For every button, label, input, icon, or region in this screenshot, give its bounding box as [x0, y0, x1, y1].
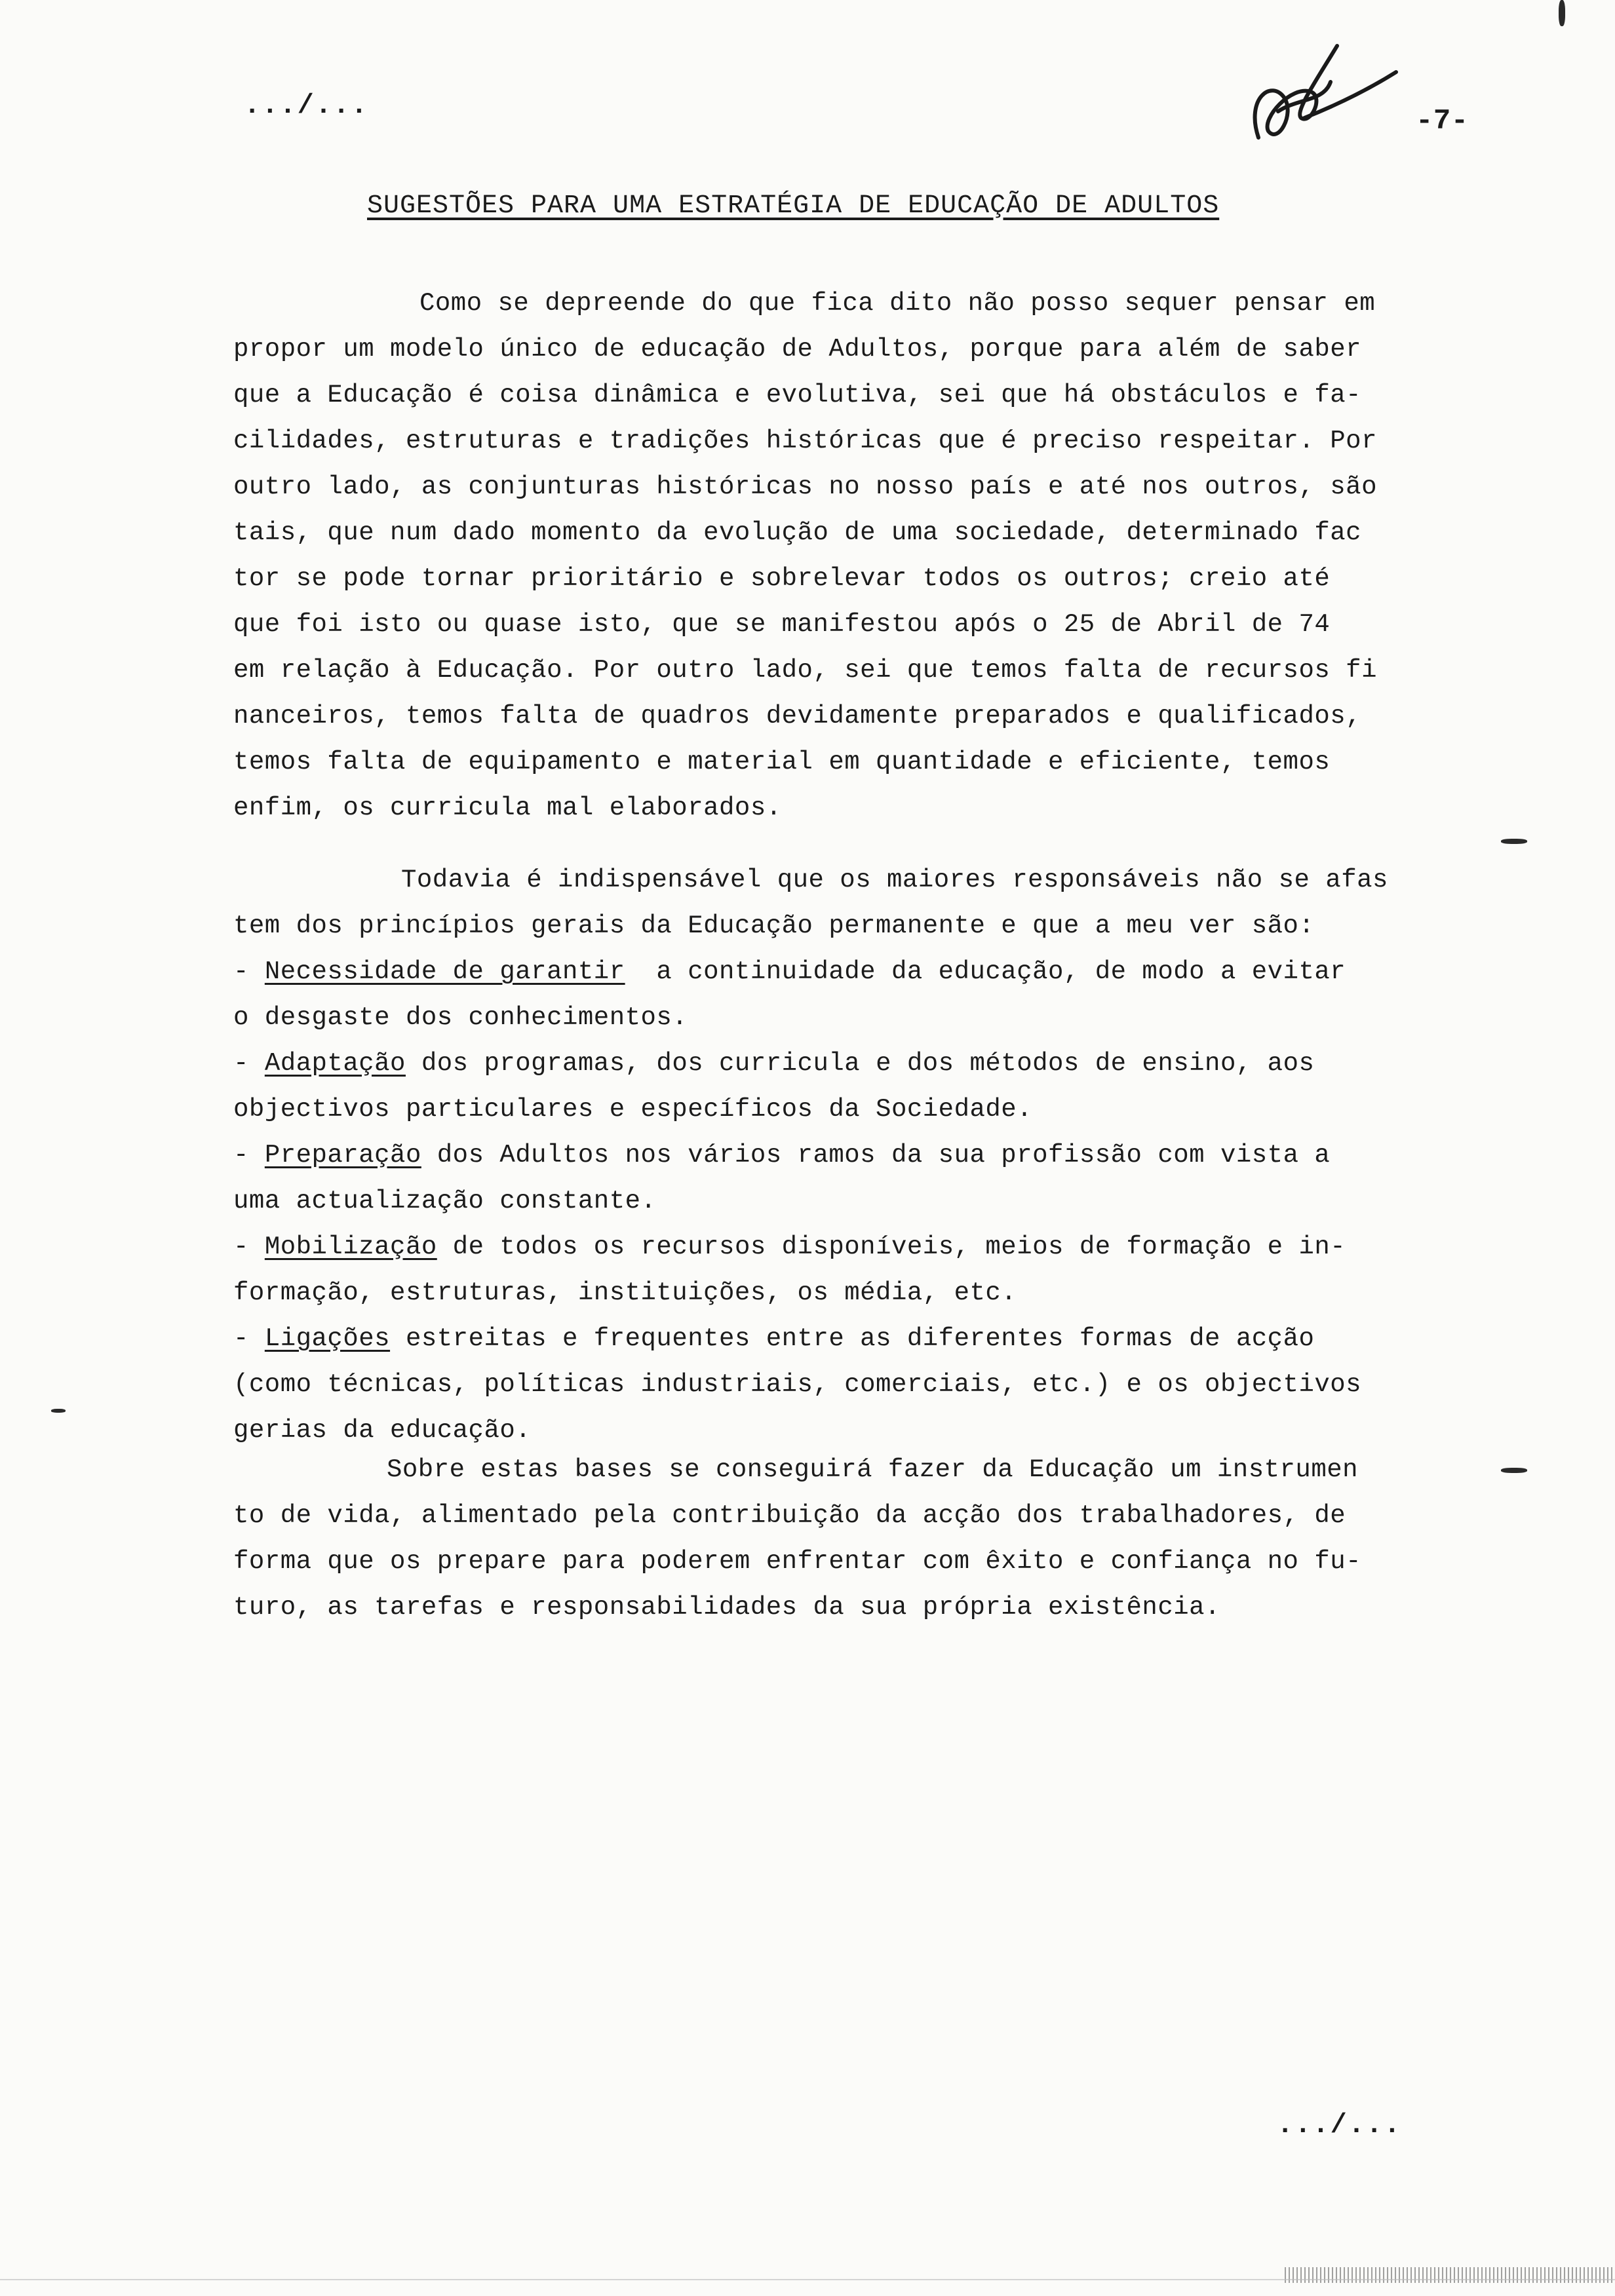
text-line: enfim, os curricula mal elaborados. — [233, 794, 782, 822]
text-line: nanceiros, temos falta de quadros devidamente preparados e qualificados, — [233, 702, 1362, 731]
text-line: outro lado, as conjunturas históricas no nosso país e até nos outros, são — [233, 472, 1377, 501]
list-item-continuation: objectivos particulares e específicos da Sociedade. — [233, 1095, 1033, 1124]
text-line: to de vida, alimentado pela contribuição da acção dos trabalhadores, de — [233, 1501, 1346, 1530]
text-line: turo, as tarefas e responsabilidades da sua própria existência. — [233, 1593, 1220, 1622]
text-line: Sobre estas bases se conseguirá fazer da Educação um instrumen — [387, 1455, 1359, 1484]
principle-term: Mobilização — [264, 1233, 437, 1261]
text-line: que a Educação é coisa dinâmica e evolutiva, sei que há obstáculos e fa- — [233, 381, 1362, 410]
scan-speck — [1501, 839, 1527, 844]
list-item-continuation: formação, estruturas, instituições, os média, etc. — [233, 1278, 1017, 1307]
principle-term: Adaptação — [264, 1049, 406, 1078]
text-line: cilidades, estruturas e tradições históricas que é preciso respeitar. Por — [233, 427, 1377, 455]
text-line: tais, que num dado momento da evolução de uma sociedade, determinado fac — [233, 518, 1362, 547]
list-item: - Necessidade de garantir a continuidade da educação, de modo a evitar — [233, 957, 1346, 986]
list-item: - Mobilização de todos os recursos disponíveis, meios de formação e in- — [233, 1233, 1346, 1261]
scan-speck — [1559, 0, 1565, 26]
principle-term: Preparação — [264, 1141, 421, 1170]
text-line: temos falta de equipamento e material em quantidade e eficiente, temos — [233, 748, 1331, 776]
list-item-continuation: o desgaste dos conhecimentos. — [233, 1003, 688, 1032]
text-line: Como se depreende do que fica dito não posso sequer pensar em — [419, 289, 1376, 318]
footer-continuation-mark: .../... — [1277, 2109, 1402, 2141]
list-item: - Preparação dos Adultos nos vários ramos da sua profissão com vista a — [233, 1141, 1331, 1170]
text-line: propor um modelo único de educação de Adultos, porque para além de saber — [233, 335, 1362, 364]
document-title: SUGESTÕES PARA UMA ESTRATÉGIA DE EDUCAÇÃO DE ADULTOS — [367, 191, 1220, 221]
text-line: tem dos princípios gerais da Educação permanente e que a meu ver são: — [233, 911, 1315, 940]
text-line: que foi isto ou quase isto, que se manifestou após o 25 de Abril de 74 — [233, 610, 1331, 639]
list-item: - Ligações estreitas e frequentes entre as diferentes formas de acção — [233, 1324, 1315, 1353]
handwritten-signature — [1232, 20, 1403, 164]
scan-speck — [51, 1409, 66, 1413]
text-line: em relação à Educação. Por outro lado, sei que temos falta de recursos fi — [233, 656, 1377, 685]
text-line: Todavia é indispensável que os maiores responsáveis não se afas — [401, 866, 1388, 894]
header-continuation-mark: .../... — [244, 90, 369, 121]
text-line: forma que os prepare para poderem enfrentar com êxito e confiança no fu- — [233, 1547, 1362, 1576]
list-item-continuation: (como técnicas, políticas industriais, comerciais, etc.) e os objectivos — [233, 1370, 1362, 1399]
scan-speck — [1501, 1468, 1527, 1473]
list-item-continuation: gerias da educação. — [233, 1416, 532, 1445]
text-line: tor se pode tornar prioritário e sobrelevar todos os outros; creio até — [233, 564, 1331, 593]
list-item-continuation: uma actualização constante. — [233, 1187, 657, 1215]
scan-edge — [0, 2279, 1615, 2280]
principle-term: Ligações — [264, 1324, 391, 1353]
list-item: - Adaptação dos programas, dos curricula e dos métodos de ensino, aos — [233, 1049, 1315, 1078]
page-number: -7- — [1416, 105, 1469, 138]
principle-term: Necessidade de garantir — [264, 957, 625, 986]
scan-smudge — [1285, 2267, 1612, 2283]
